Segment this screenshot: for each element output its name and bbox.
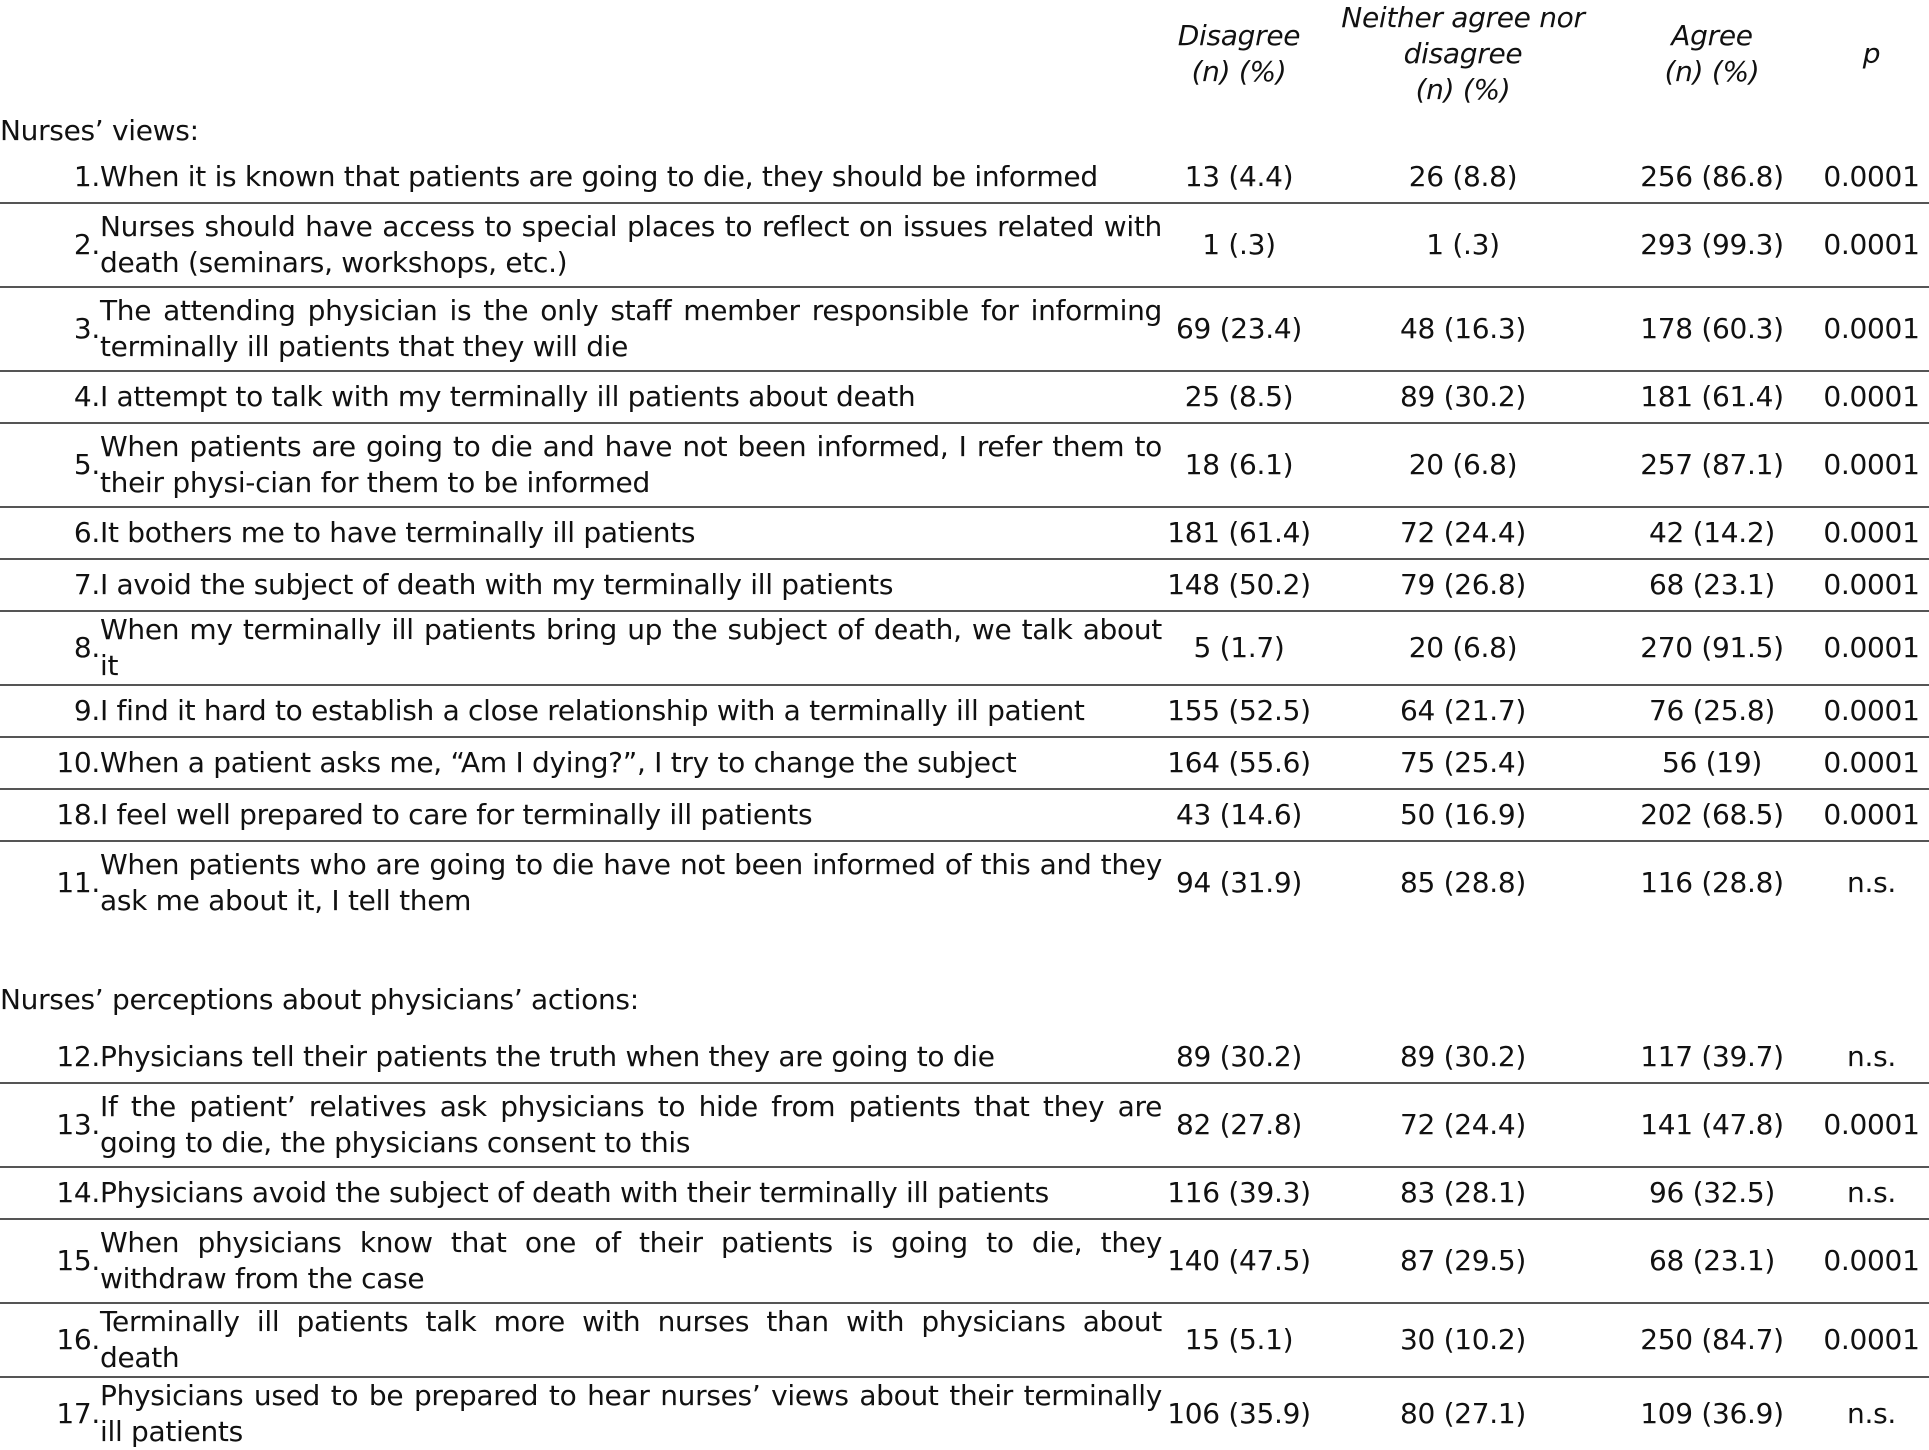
item-number: 18. — [0, 789, 100, 841]
item-number: 12. — [0, 1032, 100, 1083]
p-value: 0.0001 — [1814, 685, 1929, 737]
p-value: n.s. — [1814, 1032, 1929, 1083]
table-row — [0, 287, 1929, 371]
item-statement: I find it hard to establish a close relationship with a terminally ill patient — [100, 685, 1162, 737]
p-value: n.s. — [1847, 866, 1896, 899]
neither-value: 80 (27.1) — [1399, 1397, 1527, 1430]
table-row — [0, 789, 1929, 841]
section-header-row — [0, 966, 1929, 1032]
agree-value: 141 (47.8) — [1610, 1083, 1814, 1167]
table-row — [0, 611, 1929, 685]
p-value: 0.0001 — [1814, 371, 1929, 423]
disagree-value: 140 (47.5) — [1162, 1219, 1316, 1303]
neither-value: 89 (30.2) — [1316, 371, 1610, 423]
header-row — [0, 0, 1929, 108]
header-p-value — [1814, 0, 1929, 108]
header-neither-sub: (n) (%) — [1415, 73, 1511, 106]
disagree-value: 89 (30.2) — [1162, 1032, 1316, 1083]
disagree-value: 181 (61.4) — [1162, 507, 1316, 559]
disagree-value: 15 (5.1) — [1162, 1303, 1316, 1377]
disagree-value: 69 (23.4) — [1162, 287, 1316, 371]
agree-value: 270 (91.5) — [1610, 611, 1814, 685]
item-number: 8. — [0, 611, 100, 685]
neither-value: 1 (.3) — [1316, 203, 1610, 287]
neither-value: 87 (29.5) — [1316, 1219, 1610, 1303]
item-statement: When a patient asks me, “Am I dying?”, I try to change the subject — [100, 737, 1162, 789]
disagree-value: 116 (39.3) — [1162, 1167, 1316, 1219]
header-disagree-label: Disagree — [1177, 19, 1301, 52]
neither-value: 20 (6.8) — [1316, 423, 1610, 507]
item-number: 9. — [0, 685, 100, 737]
item-number: 17. — [56, 1397, 100, 1430]
p-value: 0.0001 — [1814, 1303, 1929, 1377]
table-row — [0, 1377, 1929, 1450]
agree-value: 293 (99.3) — [1610, 203, 1814, 287]
item-statement: Nurses should have access to special places to reflect on issues related with death (seminars, workshops, etc.) — [100, 203, 1162, 287]
table-row — [0, 152, 1929, 203]
neither-value: 89 (30.2) — [1316, 1032, 1610, 1083]
item-statement: When my terminally ill patients bring up the subject of death, we talk about it — [100, 611, 1162, 685]
header-p-label: p — [1862, 37, 1881, 70]
neither-value: 26 (8.8) — [1316, 152, 1610, 203]
item-number: 2. — [0, 203, 100, 287]
table-row — [0, 1032, 1929, 1083]
item-number: 3. — [0, 287, 100, 371]
header-agree-sub: (n) (%) — [1664, 55, 1760, 88]
p-value: 0.0001 — [1814, 507, 1929, 559]
item-number: 7. — [0, 559, 100, 611]
neither-value: 85 (28.8) — [1399, 866, 1527, 899]
neither-value: 20 (6.8) — [1316, 611, 1610, 685]
table-row — [0, 507, 1929, 559]
table-row — [0, 1219, 1929, 1303]
section-title: Nurses’ perceptions about physicians’ actions: — [0, 982, 639, 1016]
table-row — [0, 1167, 1929, 1219]
item-statement: It bothers me to have terminally ill patients — [100, 507, 1162, 559]
disagree-value: 1 (.3) — [1162, 203, 1316, 287]
table-row — [0, 371, 1929, 423]
item-number: 14. — [0, 1167, 100, 1219]
neither-value: 64 (21.7) — [1316, 685, 1610, 737]
disagree-value: 43 (14.6) — [1162, 789, 1316, 841]
agree-value: 181 (61.4) — [1610, 371, 1814, 423]
header-item-blank — [100, 0, 1162, 108]
table-row — [0, 841, 1929, 924]
disagree-value: 25 (8.5) — [1162, 371, 1316, 423]
table-row — [0, 1303, 1929, 1377]
agree-value: 202 (68.5) — [1610, 789, 1814, 841]
disagree-value: 148 (50.2) — [1162, 559, 1316, 611]
table-row — [0, 423, 1929, 507]
section-spacer — [0, 924, 1929, 966]
item-number: 16. — [0, 1303, 100, 1377]
table-row — [0, 685, 1929, 737]
section-spacer-cell — [0, 924, 1929, 966]
table-body — [0, 108, 1929, 1450]
disagree-value: 13 (4.4) — [1162, 152, 1316, 203]
p-value: 0.0001 — [1814, 611, 1929, 685]
disagree-value: 18 (6.1) — [1162, 423, 1316, 507]
agree-value: 117 (39.7) — [1610, 1032, 1814, 1083]
agree-value: 68 (23.1) — [1610, 559, 1814, 611]
item-number: 1. — [0, 152, 100, 203]
agree-value: 76 (25.8) — [1610, 685, 1814, 737]
item-number: 5. — [0, 423, 100, 507]
p-value: 0.0001 — [1814, 1083, 1929, 1167]
disagree-value: 106 (35.9) — [1167, 1397, 1311, 1430]
p-value: 0.0001 — [1814, 1219, 1929, 1303]
agree-value: 250 (84.7) — [1610, 1303, 1814, 1377]
neither-value: 50 (16.9) — [1316, 789, 1610, 841]
agree-value: 42 (14.2) — [1610, 507, 1814, 559]
agree-value: 257 (87.1) — [1610, 423, 1814, 507]
item-statement: The attending physician is the only staff member responsible for informing terminally ill patients that they will die — [100, 287, 1162, 371]
item-statement: I avoid the subject of death with my terminally ill patients — [100, 559, 1162, 611]
neither-value: 48 (16.3) — [1316, 287, 1610, 371]
section-header-row — [0, 108, 1929, 152]
agree-value: 68 (23.1) — [1610, 1219, 1814, 1303]
header-agree — [1610, 0, 1814, 108]
table-row — [0, 203, 1929, 287]
agree-value: 116 (28.8) — [1640, 866, 1784, 899]
disagree-value: 94 (31.9) — [1175, 866, 1303, 899]
p-value: 0.0001 — [1814, 423, 1929, 507]
item-statement: I attempt to talk with my terminally ill patients about death — [100, 371, 1162, 423]
neither-value: 79 (26.8) — [1316, 559, 1610, 611]
header-disagree — [1162, 0, 1316, 108]
item-statement: I feel well prepared to care for terminally ill patients — [100, 789, 1162, 841]
table-row — [0, 1083, 1929, 1167]
item-statement: Physicians avoid the subject of death with their terminally ill patients — [100, 1167, 1162, 1219]
item-statement: When patients are going to die and have not been informed, I refer them to their physi-cian for them to be informed — [100, 423, 1162, 507]
disagree-value: 5 (1.7) — [1162, 611, 1316, 685]
agree-value: 56 (19) — [1610, 737, 1814, 789]
item-number: 10. — [0, 737, 100, 789]
neither-value: 30 (10.2) — [1316, 1303, 1610, 1377]
disagree-value: 82 (27.8) — [1162, 1083, 1316, 1167]
table-row — [0, 559, 1929, 611]
header-neither-label: Neither agree nor disagree — [1341, 1, 1585, 70]
item-number: 6. — [0, 507, 100, 559]
item-number: 15. — [0, 1219, 100, 1303]
item-statement: When physicians know that one of their patients is going to die, they withdraw from the case — [100, 1219, 1162, 1303]
item-statement: Physicians used to be prepared to hear nurses’ views about their terminally ill patients — [100, 1379, 1162, 1448]
section-title: Nurses’ views: — [0, 113, 199, 147]
neither-value: 83 (28.1) — [1316, 1167, 1610, 1219]
p-value: n.s. — [1814, 1167, 1929, 1219]
header-disagree-sub: (n) (%) — [1191, 55, 1287, 88]
item-statement: Physicians tell their patients the truth when they are going to die — [100, 1032, 1162, 1083]
agree-value: 178 (60.3) — [1610, 287, 1814, 371]
item-number: 11. — [56, 866, 100, 899]
agree-value: 96 (32.5) — [1610, 1167, 1814, 1219]
p-value: 0.0001 — [1814, 737, 1929, 789]
neither-value: 72 (24.4) — [1316, 1083, 1610, 1167]
p-value: n.s. — [1847, 1397, 1896, 1430]
item-number: 13. — [0, 1083, 100, 1167]
header-neither — [1316, 0, 1610, 108]
item-number: 4. — [0, 371, 100, 423]
disagree-value: 155 (52.5) — [1162, 685, 1316, 737]
table-row — [0, 737, 1929, 789]
p-value: 0.0001 — [1814, 789, 1929, 841]
item-statement: When it is known that patients are going to die, they should be informed — [100, 152, 1162, 203]
header-agree-label: Agree — [1671, 19, 1753, 52]
p-value: 0.0001 — [1814, 203, 1929, 287]
agree-value: 109 (36.9) — [1640, 1397, 1784, 1430]
p-value: 0.0001 — [1814, 559, 1929, 611]
header-number-blank — [0, 0, 100, 108]
disagree-value: 164 (55.6) — [1162, 737, 1316, 789]
neither-value: 75 (25.4) — [1316, 737, 1610, 789]
p-value: 0.0001 — [1814, 152, 1929, 203]
item-statement: When patients who are going to die have not been informed of this and they ask me about it, I tell them — [100, 848, 1162, 917]
agree-value: 256 (86.8) — [1610, 152, 1814, 203]
p-value: 0.0001 — [1814, 287, 1929, 371]
item-statement: If the patient’ relatives ask physicians to hide from patients that they are going to die, the physicians consent to this — [100, 1083, 1162, 1167]
item-statement: Terminally ill patients talk more with nurses than with physicians about death — [100, 1303, 1162, 1377]
neither-value: 72 (24.4) — [1316, 507, 1610, 559]
